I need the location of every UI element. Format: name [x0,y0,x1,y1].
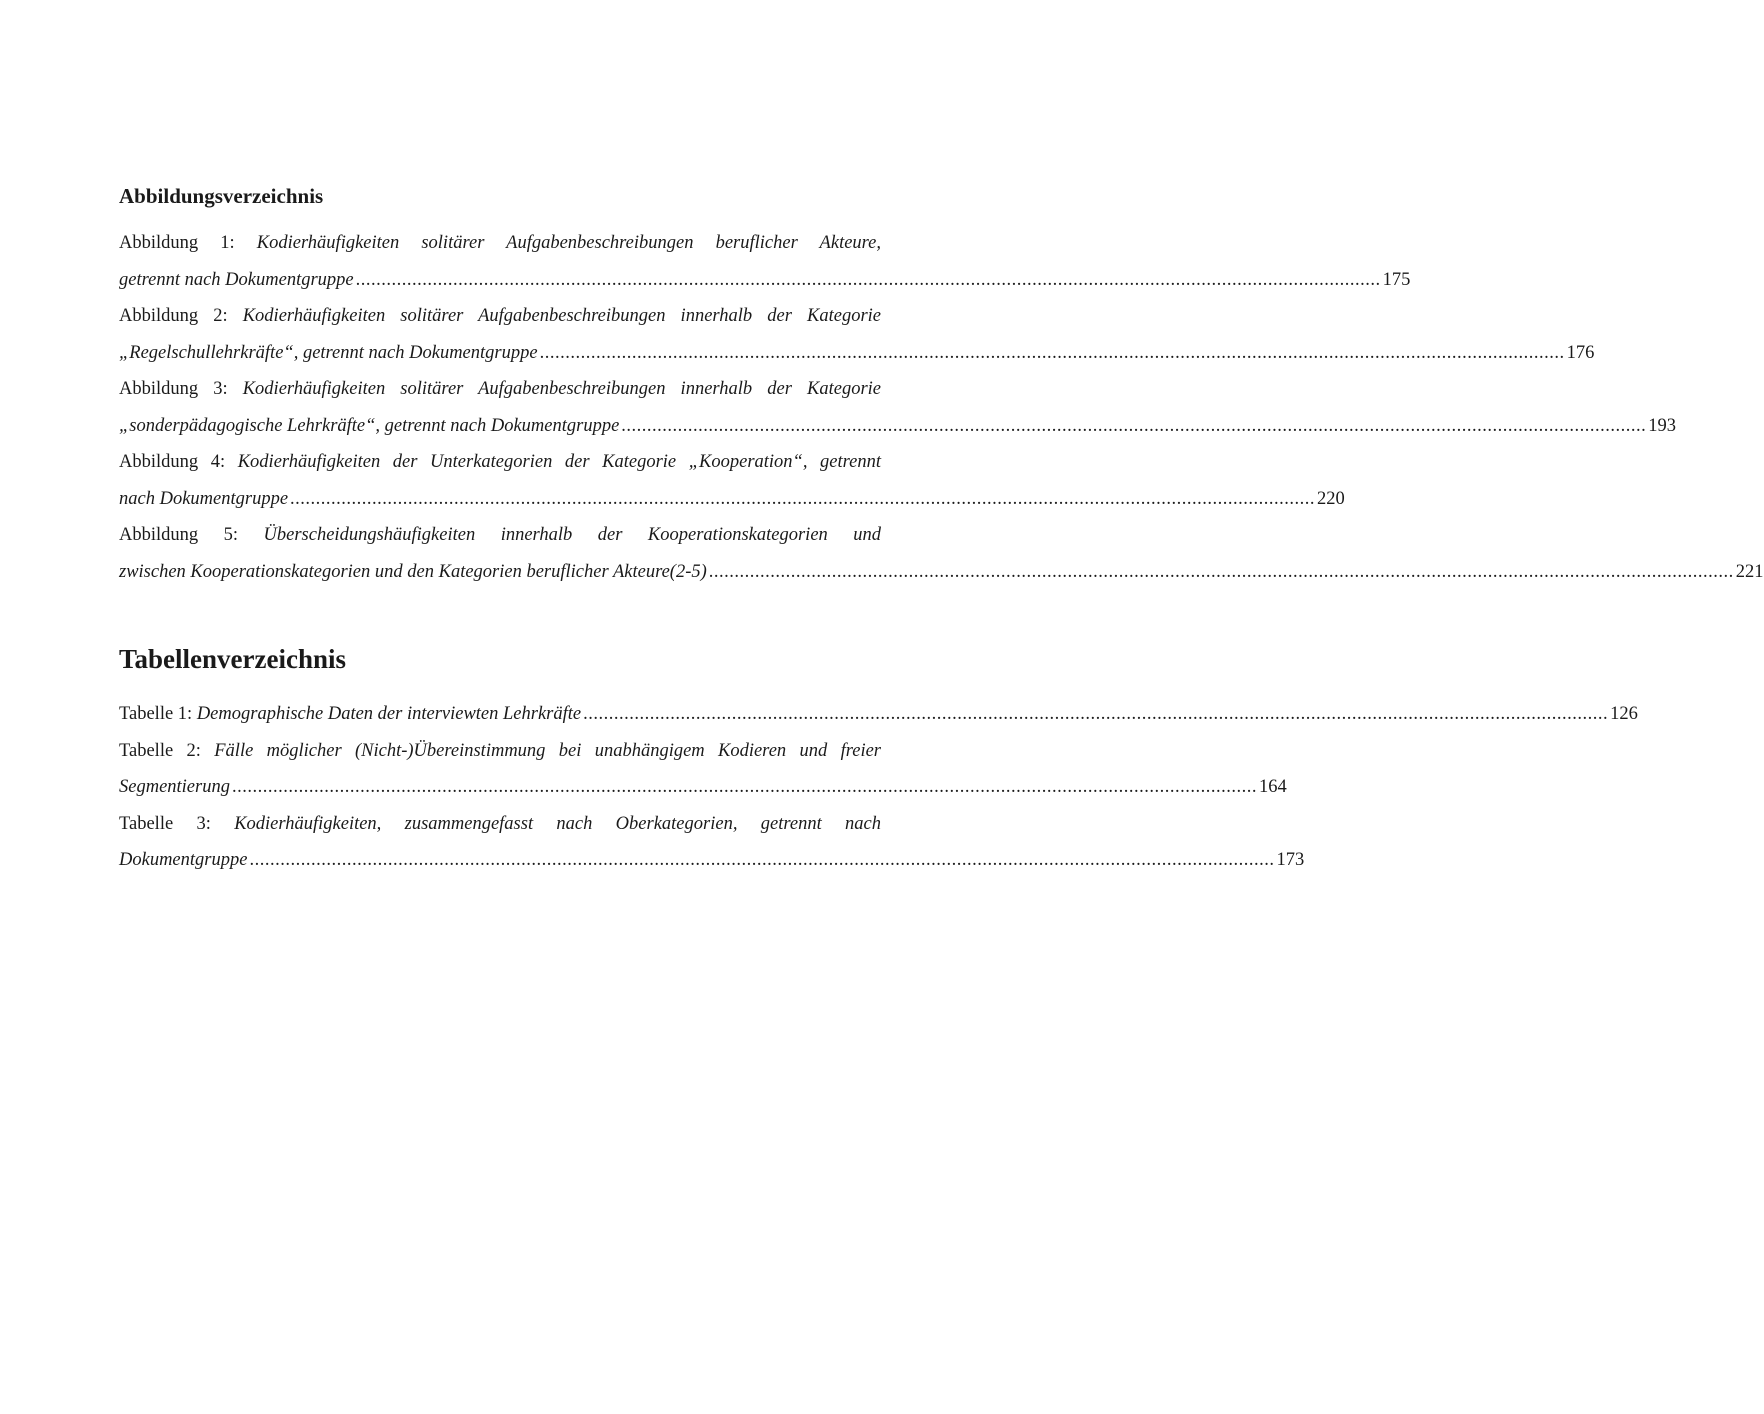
dot-leader: ........................................................................................................................................................................................................ [355,269,1381,290]
table-entry-page-number: 164 [1258,777,1287,797]
figure-entry-page-number: 221 [1735,561,1764,582]
figure-entry-title-continued: nach Dokumentgruppe [119,488,289,509]
figure-entry-line [119,298,881,335]
table-entry-3[interactable] [119,806,1305,879]
figure-entry-line [119,517,881,554]
figure-entry-1[interactable] [119,225,1411,298]
table-entry-line [119,769,1287,806]
figure-entry-page-number: 193 [1648,415,1677,436]
dot-leader: ........................................................................................................................................................................................................ [539,342,1565,363]
figure-entry-prefix: Abbildung 1: [119,233,235,253]
figure-entry-prefix: Abbildung 5: [119,525,239,545]
figure-entry-title-continued: „sonderpädagogische Lehrkräfte“, getrennt nach Dokumentgruppe [119,415,620,436]
figure-entry-prefix: Abbildung 3: [119,379,228,399]
figure-entry-line [119,335,1595,372]
figure-entry-line [119,262,1411,299]
table-entry-1[interactable] [119,696,1638,733]
list-of-tables [119,696,1638,879]
figure-entry-5[interactable] [119,517,1764,590]
figure-entry-prefix: Abbildung 2: [119,306,228,326]
dot-leader: ........................................................................................................................................................................................................ [249,850,1275,870]
figure-entry-2[interactable] [119,298,1595,371]
figure-entry-line [119,225,881,262]
figure-entry-title-continued: zwischen Kooperationskategorien und den Kategorien beruflicher Akteure(2-5) [119,561,707,582]
figure-entry-prefix: Abbildung 4: [119,452,226,472]
figure-entry-line [119,481,1345,518]
list-of-tables-heading: Tabellenverzeichnis [119,644,346,674]
table-entry-page-number: 126 [1610,704,1638,724]
figure-entry-title-continued: getrennt nach Dokumentgruppe [119,269,354,290]
dot-leader: ........................................................................................................................................................................................................ [708,561,1734,582]
list-of-figures [119,225,1764,590]
table-entry-prefix: Tabelle 1: [119,704,193,724]
dot-leader: ........................................................................................................................................................................................................ [231,777,1257,797]
table-entry-title: Kodierhäufigkeiten, zusammengefasst nach Oberkategorien, getrennt nach [234,813,881,834]
figure-entry-title: Kodierhäufigkeiten solitärer Aufgabenbeschreibungen innerhalb der Kategorie [242,379,881,399]
figure-entry-title-continued: „Regelschullehrkräfte“, getrennt nach Dokumentgruppe [119,342,538,363]
figure-entry-title: Kodierhäufigkeiten solitärer Aufgabenbeschreibungen innerhalb der Kategorie [242,306,881,326]
table-entry-title: Fälle möglicher (Nicht-)Übereinstimmung bei unabhängigem Kodieren und freier [214,740,881,761]
table-entry-line [119,733,881,770]
figure-entry-3[interactable] [119,371,1677,444]
figure-entry-title: Überscheidungshäufigkeiten innerhalb der Kooperationskategorien und [263,525,882,545]
dot-leader: ........................................................................................................................................................................................................ [290,488,1316,509]
table-entry-page-number: 173 [1276,850,1305,870]
figure-entry-line [119,444,881,481]
table-entry-title: Demographische Daten der interviewten Lehrkräfte [196,704,582,724]
list-of-figures-heading: Abbildungsverzeichnis [119,184,324,208]
table-entry-title-continued: Segmentierung [119,777,230,797]
figure-entry-page-number: 176 [1566,342,1595,363]
table-entry-line [119,806,881,843]
dot-leader: ........................................................................................................................................................................................................ [621,415,1647,436]
table-entry-2[interactable] [119,733,1287,806]
figure-entry-line [119,371,881,408]
figure-entry-line [119,408,1677,445]
figure-entry-line [119,554,1764,591]
table-entry-line [119,842,1305,879]
table-entry-line [119,696,1638,733]
table-entry-prefix: Tabelle 2: [119,740,201,761]
dot-leader: ........................................................................................................................................................................................................ [583,704,1609,724]
figure-entry-4[interactable] [119,444,1345,517]
table-entry-title-continued: Dokumentgruppe [119,850,248,870]
figure-entry-title: Kodierhäufigkeiten der Unterkategorien der Kategorie „Kooperation“, getrennt [237,452,882,472]
figure-entry-title: Kodierhäufigkeiten solitärer Aufgabenbeschreibungen beruflicher Akteure, [256,233,882,253]
figure-entry-page-number: 175 [1382,269,1411,290]
figure-entry-page-number: 220 [1317,488,1345,509]
table-entry-prefix: Tabelle 3: [119,813,211,834]
